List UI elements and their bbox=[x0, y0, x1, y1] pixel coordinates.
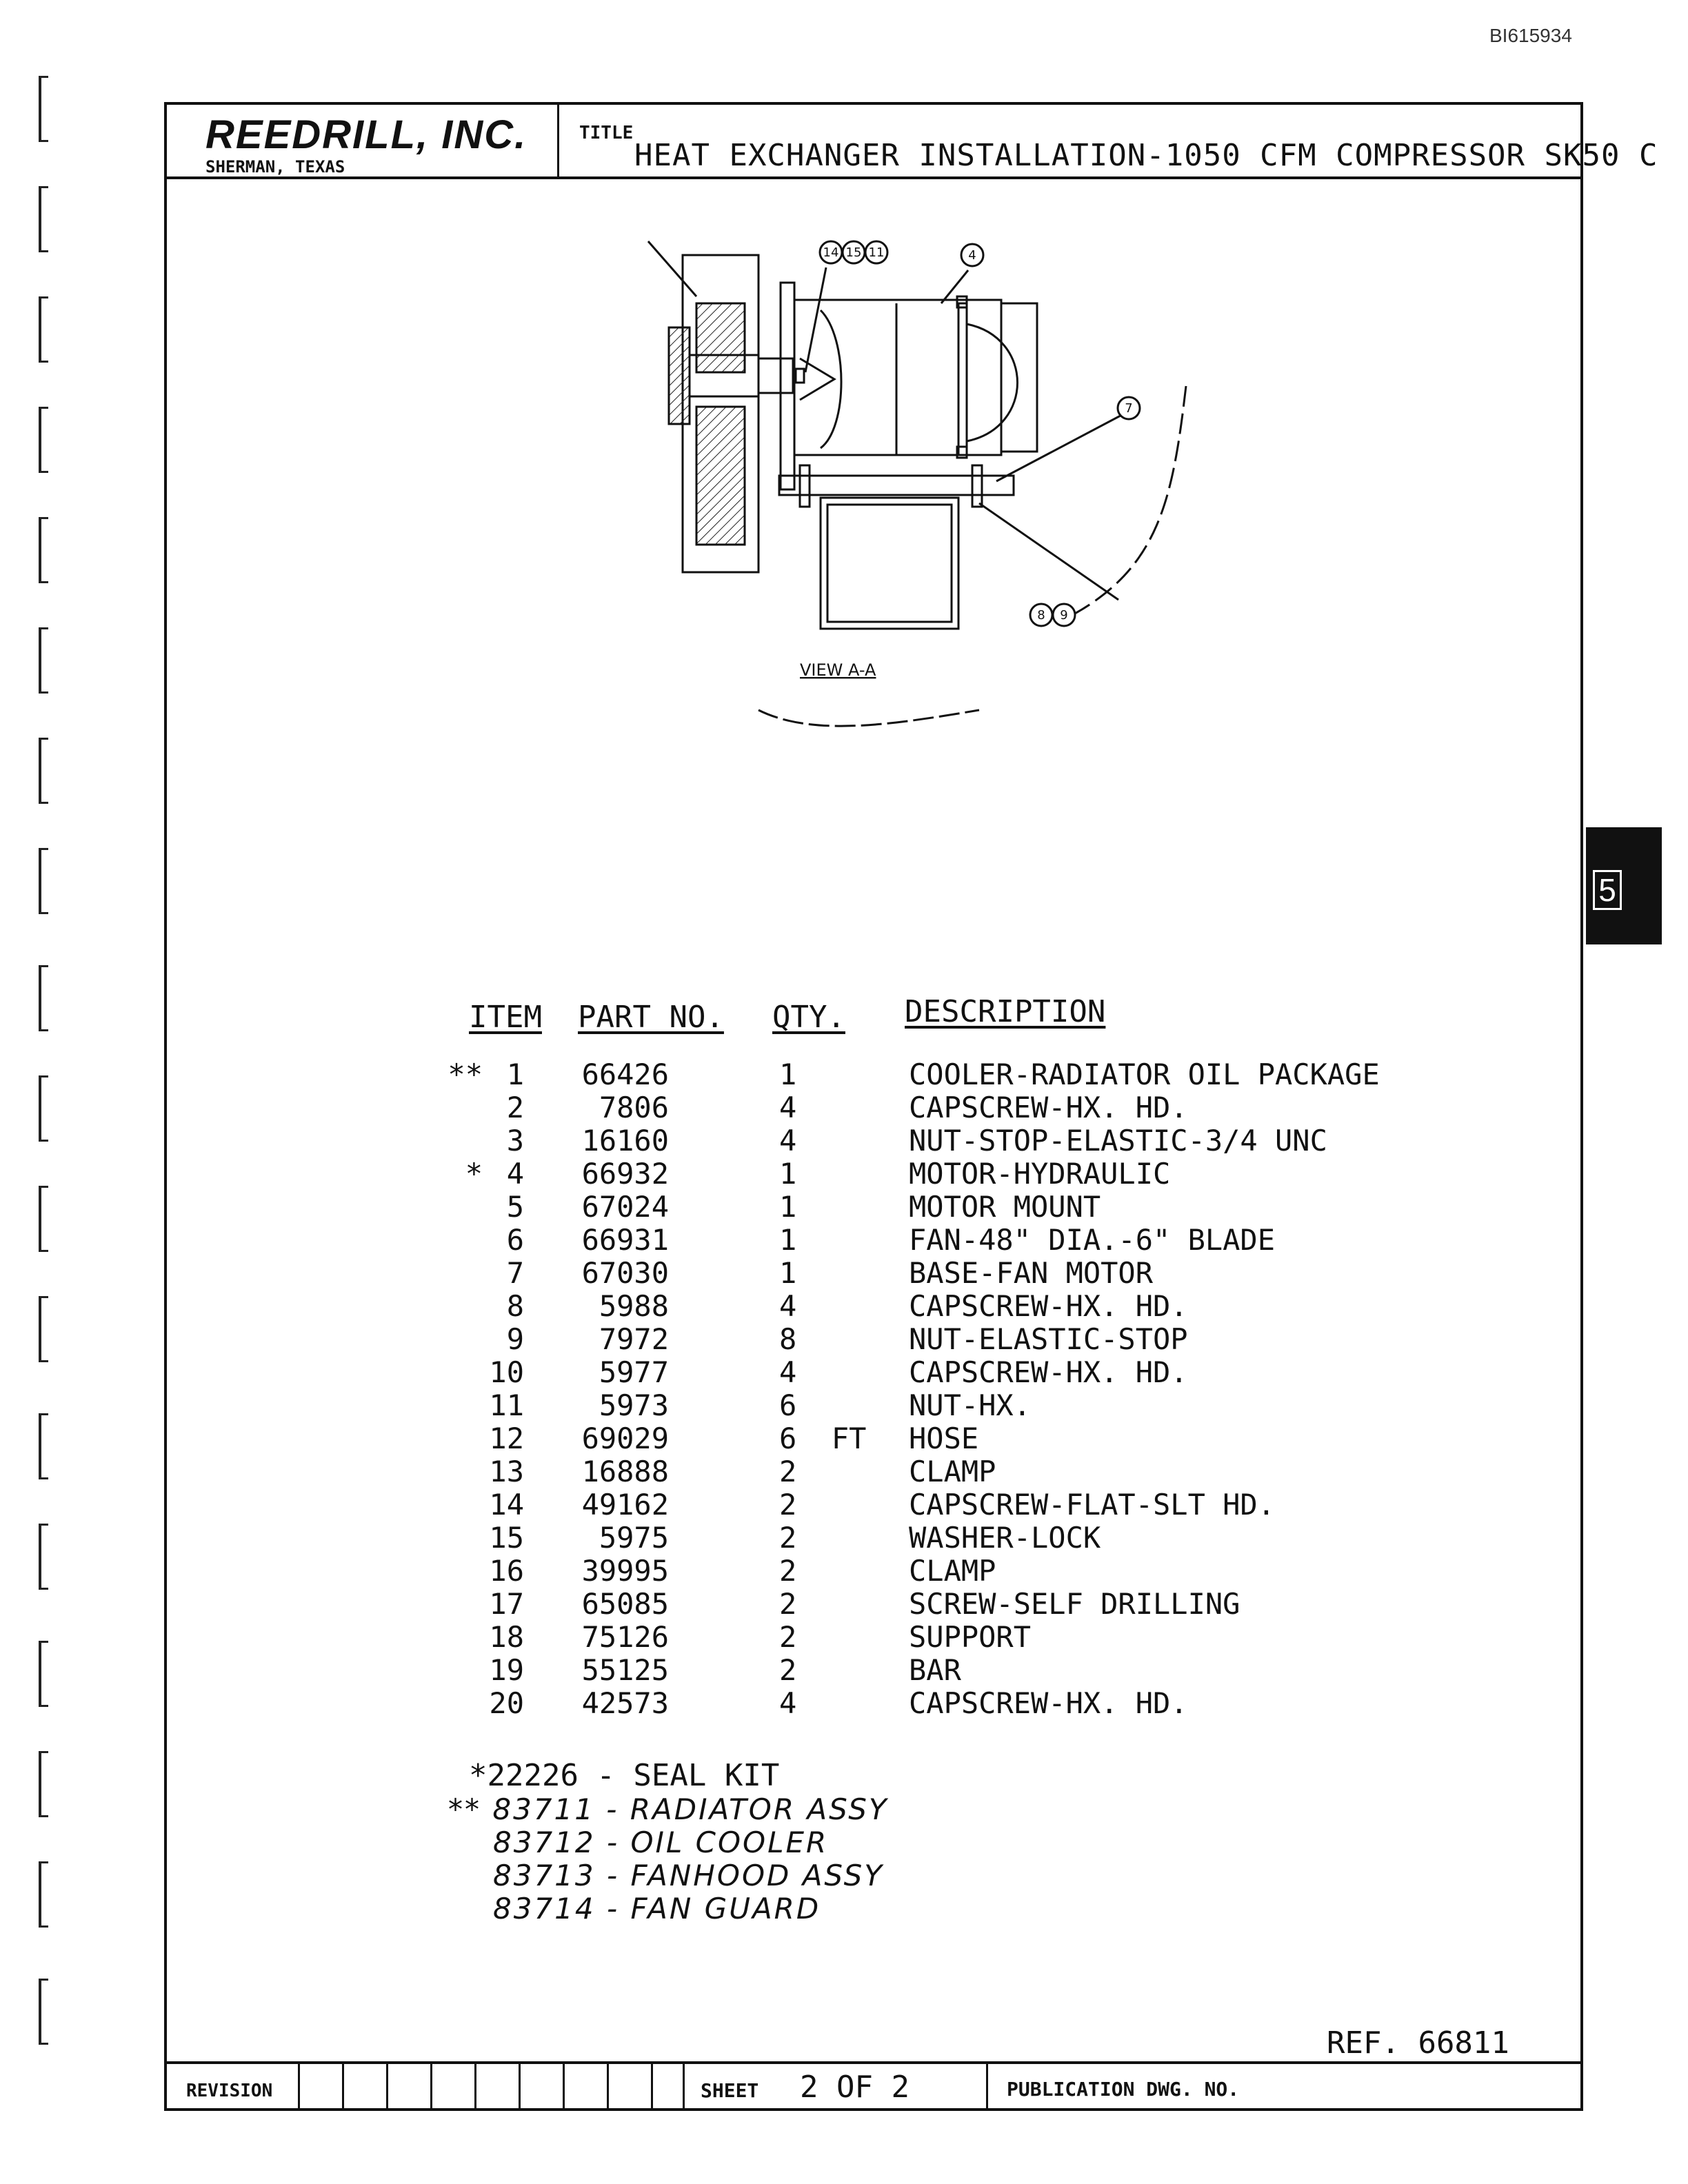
row-item: 5 bbox=[506, 1190, 524, 1224]
row-description: MOTOR-HYDRAULIC bbox=[909, 1157, 1171, 1191]
row-item: 3 bbox=[506, 1124, 524, 1157]
reference-number: REF. 66811 bbox=[1327, 2025, 1509, 2061]
table-row bbox=[0, 1289, 1379, 1322]
row-item: 16 bbox=[489, 1554, 524, 1588]
row-description: NUT-ELASTIC-STOP bbox=[909, 1322, 1188, 1356]
table-row bbox=[0, 1058, 1379, 1091]
leader-line bbox=[648, 241, 696, 296]
document-id: BI615934 bbox=[1489, 25, 1572, 46]
callout-7: 7 bbox=[1125, 401, 1133, 416]
row-description: CAPSCREW-HX. HD. bbox=[909, 1289, 1188, 1323]
row-part-no: 67024 bbox=[581, 1190, 669, 1224]
row-part-no: 7972 bbox=[599, 1322, 669, 1356]
row-mark: * bbox=[465, 1157, 483, 1191]
revision-strip-top bbox=[164, 2061, 1583, 2064]
row-part-no: 66932 bbox=[581, 1157, 669, 1191]
title-block-divider bbox=[164, 176, 1583, 179]
binder-mark bbox=[39, 1751, 48, 1817]
binder-mark bbox=[39, 965, 48, 1031]
binder-mark bbox=[39, 738, 48, 804]
publication-label: PUBLICATION DWG. NO. bbox=[1007, 2078, 1240, 2101]
row-description: CLAMP bbox=[909, 1554, 996, 1588]
revision-cell bbox=[683, 2064, 685, 2111]
row-description: BAR bbox=[909, 1653, 961, 1687]
revision-cell bbox=[986, 2064, 988, 2111]
row-item: 4 bbox=[506, 1157, 524, 1191]
row-item: 15 bbox=[489, 1521, 524, 1555]
handwritten-note: 83712 - OIL COOLER bbox=[493, 1826, 829, 1859]
row-qty: 2 bbox=[779, 1554, 797, 1588]
row-part-no: 42573 bbox=[581, 1686, 669, 1720]
row-item: 17 bbox=[489, 1587, 524, 1621]
row-description: CAPSCREW-HX. HD. bbox=[909, 1355, 1188, 1389]
row-item: 9 bbox=[506, 1322, 524, 1356]
row-description: CAPSCREW-HX. HD. bbox=[909, 1686, 1188, 1720]
header-item: ITEM bbox=[469, 1000, 542, 1035]
row-description: COOLER-RADIATOR OIL PACKAGE bbox=[909, 1058, 1380, 1091]
row-description: CAPSCREW-FLAT-SLT HD. bbox=[909, 1488, 1276, 1521]
row-item: 13 bbox=[489, 1455, 524, 1488]
row-part-no: 65085 bbox=[581, 1587, 669, 1621]
table-row bbox=[0, 1091, 1379, 1124]
header-part-no: PART NO. bbox=[578, 1000, 724, 1035]
row-item: 1 bbox=[506, 1058, 524, 1091]
row-qty: 2 bbox=[779, 1587, 797, 1621]
revision-cell bbox=[651, 2064, 653, 2111]
view-label: VIEW A-A bbox=[800, 660, 876, 680]
row-part-no: 16160 bbox=[581, 1124, 669, 1157]
binder-mark bbox=[39, 407, 48, 473]
row-qty: 2 bbox=[779, 1653, 797, 1687]
row-item: 19 bbox=[489, 1653, 524, 1687]
table-row bbox=[0, 1322, 1379, 1355]
revision-cell bbox=[563, 2064, 565, 2111]
binder-mark bbox=[39, 627, 48, 694]
row-item: 20 bbox=[489, 1686, 524, 1720]
row-item: 12 bbox=[489, 1422, 524, 1455]
revision-label: REVISION bbox=[186, 2081, 273, 2101]
row-qty: 2 bbox=[779, 1455, 797, 1488]
row-item: 6 bbox=[506, 1223, 524, 1257]
revision-cell bbox=[298, 2064, 300, 2111]
handwritten-note: 83714 - FAN GUARD bbox=[493, 1892, 821, 1925]
row-item: 8 bbox=[506, 1289, 524, 1323]
sheet-number: 2 OF 2 bbox=[800, 2070, 910, 2105]
row-description: BASE-FAN MOTOR bbox=[909, 1256, 1154, 1290]
revision-cell bbox=[430, 2064, 432, 2111]
row-item: 7 bbox=[506, 1256, 524, 1290]
row-description: MOTOR MOUNT bbox=[909, 1190, 1101, 1224]
table-row bbox=[0, 1620, 1379, 1653]
seal-kit-note: *22226 - SEAL KIT bbox=[469, 1758, 780, 1793]
table-row bbox=[0, 1388, 1379, 1422]
drawing-title: HEAT EXCHANGER INSTALLATION-1050 CFM COMPRESSOR SK50 C bbox=[634, 138, 1658, 173]
row-part-no: 75126 bbox=[581, 1620, 669, 1654]
callout-8: 8 bbox=[1037, 608, 1045, 623]
row-item: 14 bbox=[489, 1488, 524, 1521]
revision-cell bbox=[607, 2064, 609, 2111]
table-row bbox=[0, 1686, 1379, 1719]
installation-drawing bbox=[593, 228, 1214, 751]
row-part-no: 5973 bbox=[599, 1388, 669, 1422]
handwritten-note: ** 83711 - RADIATOR ASSY bbox=[448, 1792, 889, 1826]
row-qty: 8 bbox=[779, 1322, 797, 1356]
row-qty: 1 bbox=[779, 1157, 797, 1191]
table-row bbox=[0, 1455, 1379, 1488]
header-description: DESCRIPTION bbox=[905, 994, 1106, 1029]
row-qty: 2 bbox=[779, 1620, 797, 1654]
row-qty: 2 bbox=[779, 1488, 797, 1521]
revision-cell bbox=[519, 2064, 521, 2111]
binder-mark bbox=[39, 848, 48, 914]
row-part-no: 39995 bbox=[581, 1554, 669, 1588]
row-qty: 6 bbox=[779, 1388, 797, 1422]
row-qty: 1 bbox=[779, 1058, 797, 1091]
table-row bbox=[0, 1488, 1379, 1521]
table-row bbox=[0, 1521, 1379, 1554]
table-row bbox=[0, 1124, 1379, 1157]
row-part-no: 55125 bbox=[581, 1653, 669, 1687]
section-tab-number: 5 bbox=[1593, 870, 1622, 910]
row-description: CAPSCREW-HX. HD. bbox=[909, 1091, 1188, 1124]
row-item: 11 bbox=[489, 1388, 524, 1422]
title-block-separator bbox=[557, 102, 559, 178]
table-row bbox=[0, 1223, 1379, 1256]
title-label: TITLE bbox=[579, 123, 634, 143]
header-qty: QTY. bbox=[772, 1000, 845, 1035]
company-location: SHERMAN, TEXAS bbox=[205, 157, 345, 176]
row-qty: 1 bbox=[779, 1256, 797, 1290]
row-part-no: 66426 bbox=[581, 1058, 669, 1091]
row-description: FAN-48" DIA.-6" BLADE bbox=[909, 1223, 1276, 1257]
binder-mark bbox=[39, 1861, 48, 1928]
row-qty: 6 FT bbox=[779, 1422, 867, 1455]
row-qty: 1 bbox=[779, 1223, 797, 1257]
row-description: NUT-STOP-ELASTIC-3/4 UNC bbox=[909, 1124, 1327, 1157]
row-qty: 4 bbox=[779, 1355, 797, 1389]
row-description: SUPPORT bbox=[909, 1620, 1032, 1654]
sheet-label: SHEET bbox=[701, 2079, 759, 2102]
table-row bbox=[0, 1355, 1379, 1388]
row-qty: 1 bbox=[779, 1190, 797, 1224]
row-item: 2 bbox=[506, 1091, 524, 1124]
binder-mark bbox=[39, 517, 48, 583]
row-part-no: 5988 bbox=[599, 1289, 669, 1323]
table-row bbox=[0, 1587, 1379, 1620]
callout-9: 9 bbox=[1060, 608, 1068, 623]
row-item: 10 bbox=[489, 1355, 524, 1389]
table-row bbox=[0, 1190, 1379, 1223]
revision-cell bbox=[386, 2064, 388, 2111]
row-item: 18 bbox=[489, 1620, 524, 1654]
table-row bbox=[0, 1554, 1379, 1587]
table-row bbox=[0, 1157, 1379, 1190]
row-part-no: 66931 bbox=[581, 1223, 669, 1257]
table-row bbox=[0, 1256, 1379, 1289]
callout-14: 14 bbox=[823, 245, 839, 260]
callout-11: 11 bbox=[868, 245, 885, 260]
row-qty: 4 bbox=[779, 1686, 797, 1720]
row-qty: 4 bbox=[779, 1124, 797, 1157]
row-mark: ** bbox=[448, 1058, 483, 1091]
revision-cell bbox=[342, 2064, 344, 2111]
company-name: REEDRILL, INC. bbox=[205, 112, 528, 157]
row-description: NUT-HX. bbox=[909, 1388, 1032, 1422]
row-part-no: 67030 bbox=[581, 1256, 669, 1290]
binder-mark bbox=[39, 1979, 48, 2045]
row-description: HOSE bbox=[909, 1422, 979, 1455]
row-qty: 4 bbox=[779, 1091, 797, 1124]
binder-mark bbox=[39, 76, 48, 142]
row-qty: 4 bbox=[779, 1289, 797, 1323]
table-row bbox=[0, 1653, 1379, 1686]
row-description: SCREW-SELF DRILLING bbox=[909, 1587, 1240, 1621]
row-description: CLAMP bbox=[909, 1455, 996, 1488]
callout-15: 15 bbox=[845, 245, 862, 260]
row-description: WASHER-LOCK bbox=[909, 1521, 1101, 1555]
row-part-no: 49162 bbox=[581, 1488, 669, 1521]
revision-cell bbox=[474, 2064, 476, 2111]
binder-mark bbox=[39, 186, 48, 252]
row-part-no: 5977 bbox=[599, 1355, 669, 1389]
row-qty: 2 bbox=[779, 1521, 797, 1555]
row-part-no: 16888 bbox=[581, 1455, 669, 1488]
row-part-no: 7806 bbox=[599, 1091, 669, 1124]
table-row bbox=[0, 1422, 1379, 1455]
handwritten-note: 83713 - FANHOOD ASSY bbox=[493, 1859, 884, 1892]
row-part-no: 5975 bbox=[599, 1521, 669, 1555]
row-part-no: 69029 bbox=[581, 1422, 669, 1455]
binder-mark bbox=[39, 296, 48, 363]
callout-4: 4 bbox=[968, 248, 976, 263]
